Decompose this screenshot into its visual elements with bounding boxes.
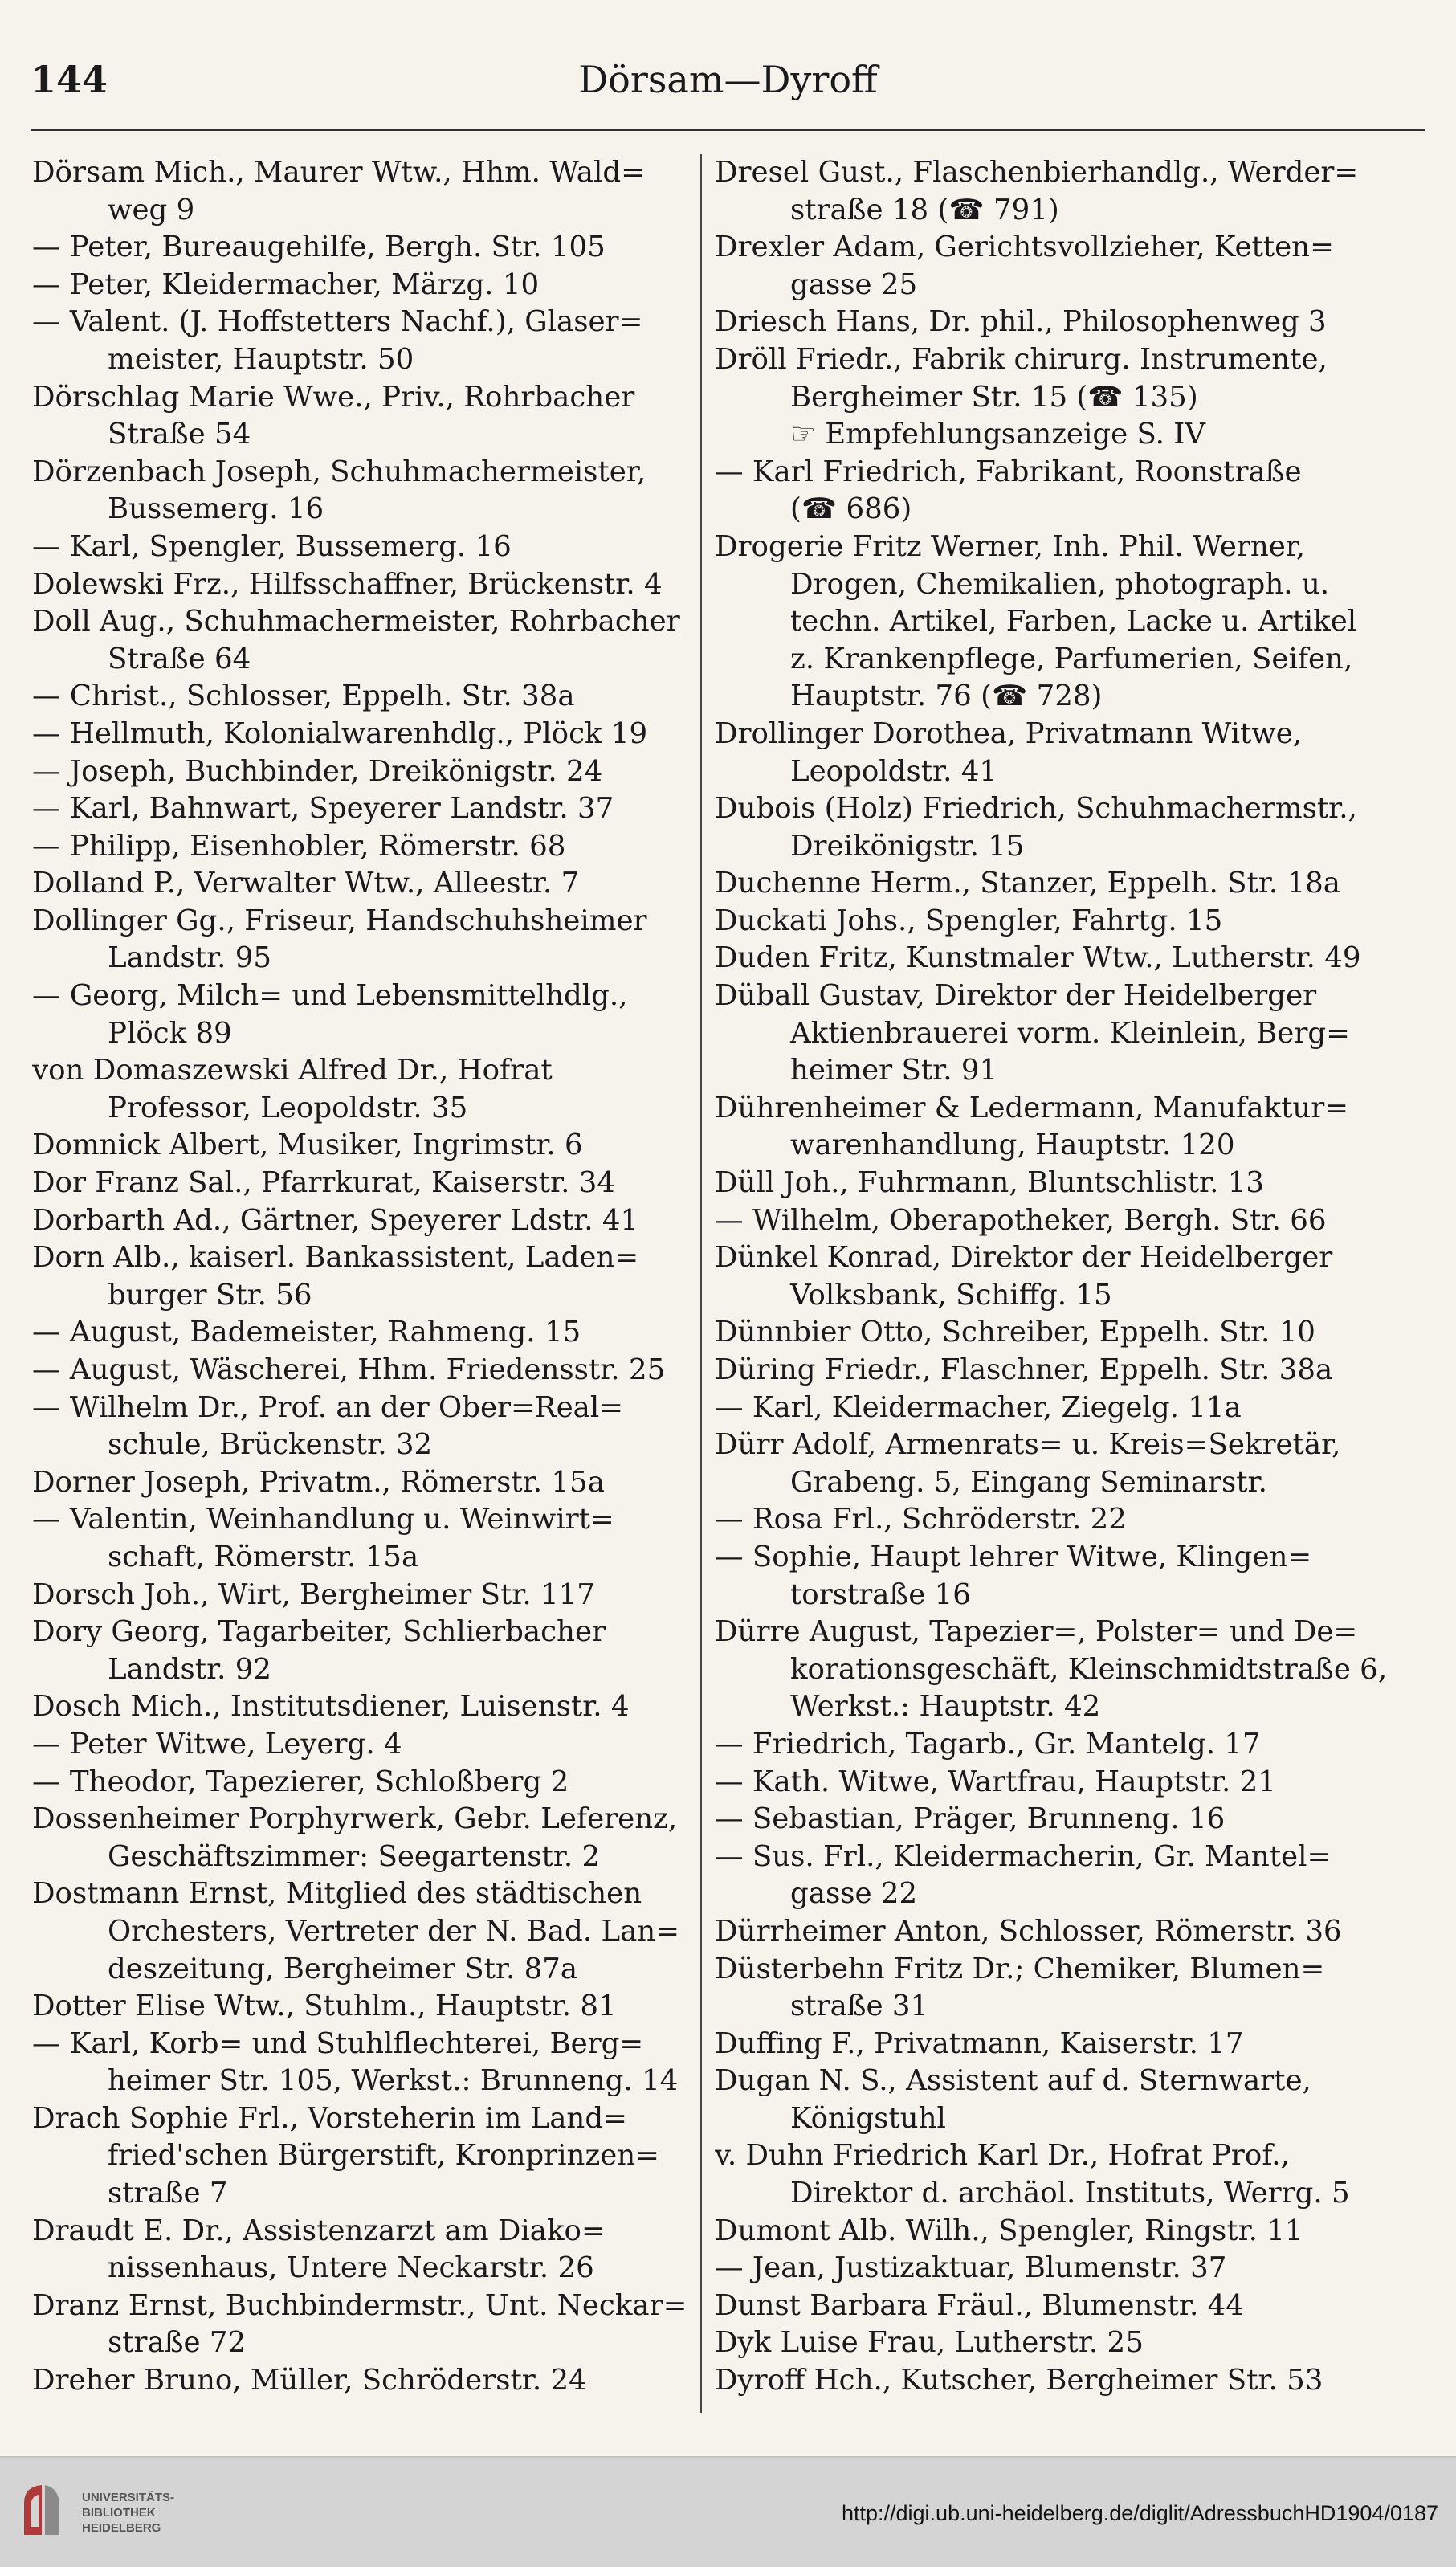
page-header	[31, 58, 1425, 114]
directory-entry-line: (☎ 686)	[790, 492, 912, 526]
directory-entry-line: — Rosa Frl., Schröderstr. 22	[715, 1503, 1127, 1537]
directory-entry-line: Dunst Barbara Fräul., Blumenstr. 44	[715, 2288, 1244, 2322]
directory-entry-line: Dosch Mich., Institutsdiener, Luisenstr. 4	[32, 1690, 630, 1724]
directory-entry-line: — Karl, Korb= und Stuhlflechterei, Berg=	[32, 2026, 644, 2060]
right-column	[715, 154, 1389, 2400]
running-head: Dörsam—Dyroff	[578, 58, 878, 101]
directory-entry-line: Dürr Adolf, Armenrats= u. Kreis=Sekretär,	[715, 1428, 1341, 1462]
directory-entry-line: Dorner Joseph, Privatm., Römerstr. 15a	[32, 1465, 605, 1499]
directory-entry-line: Straße 64	[108, 642, 251, 675]
directory-entry-line: Dostmann Ernst, Mitglied des städtischen	[32, 1877, 642, 1911]
directory-entry-line: Dyk Luise Frau, Lutherstr. 25	[715, 2326, 1144, 2360]
directory-entry-line: weg 9	[108, 193, 195, 226]
directory-entry-line: Domnick Albert, Musiker, Ingrimstr. 6	[32, 1128, 583, 1162]
page-number: 144	[31, 58, 108, 101]
directory-entry-line: Direktor d. archäol. Instituts, Werrg. 5	[790, 2177, 1350, 2210]
directory-entry-line: straße 18 (☎ 791)	[790, 193, 1059, 226]
directory-entry-line: Dorsch Joh., Wirt, Bergheimer Str. 117	[32, 1577, 595, 1611]
directory-entry-line: — Karl, Bahnwart, Speyerer Landstr. 37	[32, 792, 614, 826]
left-column	[32, 154, 707, 2400]
directory-entry-line: Dyroff Hch., Kutscher, Bergheimer Str. 53	[715, 2364, 1323, 2398]
directory-entry-line: warenhandlung, Hauptstr. 120	[790, 1128, 1235, 1162]
directory-entry-line: torstraße 16	[790, 1577, 971, 1611]
logo-line: UNIVERSITÄTS-	[82, 2491, 175, 2504]
directory-entry-line: Dünkel Konrad, Direktor der Heidelberger	[715, 1241, 1333, 1275]
directory-entry-line: nissenhaus, Untere Neckarstr. 26	[108, 2251, 594, 2285]
directory-entry-line: Leopoldstr. 41	[790, 754, 997, 788]
directory-entry-line: — Peter, Bureaugehilfe, Bergh. Str. 105	[32, 231, 606, 264]
directory-entry-line: — Wilhelm, Oberapotheker, Bergh. Str. 66	[715, 1203, 1327, 1237]
directory-entry-line: Grabeng. 5, Eingang Seminarstr.	[790, 1465, 1267, 1499]
directory-entry-line: Dolland P., Verwalter Wtw., Alleestr. 7	[32, 867, 580, 900]
directory-entry-line: Dorbarth Ad., Gärtner, Speyerer Ldstr. 41	[32, 1203, 639, 1237]
footer-bar	[0, 2456, 1456, 2567]
directory-entry-line: Geschäftszimmer: Seegartenstr. 2	[108, 1839, 601, 1873]
directory-entry-line: straße 31	[790, 1990, 929, 2023]
directory-entry-line: Volksbank, Schiffg. 15	[790, 1278, 1112, 1312]
directory-entry-line: Drollinger Dorothea, Privatmann Witwe,	[715, 716, 1303, 750]
directory-entry-line: — Hellmuth, Kolonialwarenhdlg., Plöck 19	[32, 716, 648, 750]
directory-entry-line: burger Str. 56	[108, 1278, 312, 1312]
directory-entry-line: — Christ., Schlosser, Eppelh. Str. 38a	[32, 680, 575, 713]
directory-entry-line: Driesch Hans, Dr. phil., Philosophenweg 3	[715, 305, 1327, 339]
directory-entry-line: Hauptstr. 76 (☎ 728)	[790, 680, 1103, 713]
directory-entry-line: Düball Gustav, Direktor der Heidelberger	[715, 979, 1317, 1013]
directory-entry-line: — Karl, Spengler, Bussemerg. 16	[32, 529, 512, 563]
directory-entry-line: — Valentin, Weinhandlung u. Weinwirt=	[32, 1503, 614, 1537]
directory-entry-line: — Peter Witwe, Leyerg. 4	[32, 1727, 402, 1761]
directory-entry-line: Dreher Bruno, Müller, Schröderstr. 24	[32, 2364, 587, 2398]
directory-entry-line: z. Krankenpflege, Parfumerien, Seifen,	[790, 642, 1353, 675]
directory-entry-line: straße 7	[108, 2177, 228, 2210]
directory-entry-line: — Kath. Witwe, Wartfrau, Hauptstr. 21	[715, 1765, 1276, 1798]
directory-entry-line: — August, Wäscherei, Hhm. Friedensstr. 25	[32, 1353, 666, 1386]
directory-entry-line: Dürrheimer Anton, Schlosser, Römerstr. 36	[715, 1914, 1342, 1948]
directory-entry-line: Draudt E. Dr., Assistenzarzt am Diako=	[32, 2214, 606, 2247]
directory-entry-line: Dörsam Mich., Maurer Wtw., Hhm. Wald=	[32, 156, 645, 189]
directory-entry-line: Straße 54	[108, 418, 251, 451]
directory-entry-line: — Karl, Kleidermacher, Ziegelg. 11a	[715, 1390, 1242, 1424]
directory-entry-line: Bussemerg. 16	[108, 492, 324, 526]
directory-entry-line: Düring Friedr., Flaschner, Eppelh. Str. 38a	[715, 1353, 1333, 1386]
directory-entry-line: — Sebastian, Präger, Brunneng. 16	[715, 1802, 1226, 1836]
directory-entry-line: Dugan N. S., Assistent auf d. Sternwarte,	[715, 2064, 1311, 2098]
directory-entry-line: Dürre August, Tapezier=, Polster= und De=	[715, 1615, 1358, 1649]
directory-entry-line: — Jean, Justizaktuar, Blumenstr. 37	[715, 2251, 1227, 2285]
source-url-link[interactable]: http://digi.ub.uni-heidelberg.de/diglit/AdressbuchHD1904/0187	[841, 2501, 1438, 2525]
column-divider	[700, 154, 702, 2413]
directory-entry-line: Plöck 89	[108, 1016, 232, 1050]
directory-entry-line: Professor, Leopoldstr. 35	[108, 1091, 468, 1124]
directory-entry-line: Duckati Johs., Spengler, Fahrtg. 15	[715, 904, 1223, 937]
directory-entry-line: — Valent. (J. Hoffstetters Nachf.), Glaser=	[32, 305, 643, 339]
directory-entry-line: Königstuhl	[790, 2101, 946, 2135]
directory-entry-line: Landstr. 92	[108, 1652, 272, 1686]
directory-entry-line: Duffing F., Privatmann, Kaiserstr. 17	[715, 2026, 1244, 2060]
directory-entry-line: Doll Aug., Schuhmachermeister, Rohrbacher	[32, 605, 680, 639]
directory-entry-line: Dubois (Holz) Friedrich, Schuhmachermstr.,	[715, 792, 1357, 826]
directory-entry-line: — Friedrich, Tagarb., Gr. Mantelg. 17	[715, 1727, 1261, 1761]
directory-entry-line: straße 72	[108, 2326, 247, 2360]
directory-entry-line: v. Duhn Friedrich Karl Dr., Hofrat Prof.,	[715, 2139, 1290, 2173]
directory-entry-line: Dumont Alb. Wilh., Spengler, Ringstr. 11	[715, 2214, 1303, 2247]
directory-entry-line: Dollinger Gg., Friseur, Handschuhsheimer	[32, 904, 647, 937]
directory-entry-line: Dresel Gust., Flaschenbierhandlg., Werder=	[715, 156, 1359, 189]
directory-entry-line: heimer Str. 105, Werkst.: Brunneng. 14	[108, 2064, 679, 2098]
directory-entry-line: meister, Hauptstr. 50	[108, 342, 414, 376]
directory-entry-line: Dörzenbach Joseph, Schuhmachermeister,	[32, 455, 646, 488]
directory-entry-line: Duden Fritz, Kunstmaler Wtw., Lutherstr. 49	[715, 941, 1361, 975]
directory-entry-line: deszeitung, Bergheimer Str. 87a	[108, 1952, 578, 1985]
directory-entry-line: Dührenheimer & Ledermann, Manufaktur=	[715, 1091, 1349, 1124]
directory-entry-line: Dranz Ernst, Buchbindermstr., Unt. Neckar=	[32, 2288, 687, 2322]
logo-line: HEIDELBERG	[82, 2521, 161, 2535]
directory-entry-line: Dröll Friedr., Fabrik chirurg. Instrumente,	[715, 342, 1328, 376]
directory-entry-line: Dreikönigstr. 15	[790, 829, 1025, 863]
directory-entry-line: — Wilhelm Dr., Prof. an der Ober=Real=	[32, 1390, 624, 1424]
directory-entry-line: Drogerie Fritz Werner, Inh. Phil. Werner,	[715, 529, 1306, 563]
directory-entry-line: — Joseph, Buchbinder, Dreikönigstr. 24	[32, 754, 603, 788]
directory-entry-line: — August, Bademeister, Rahmeng. 15	[32, 1316, 581, 1349]
directory-entry-line: Bergheimer Str. 15 (☎ 135)	[790, 380, 1198, 414]
directory-entry-line: — Philipp, Eisenhobler, Römerstr. 68	[32, 829, 566, 863]
directory-entry-line: Duchenne Herm., Stanzer, Eppelh. Str. 18a	[715, 867, 1340, 900]
directory-entry-line: heimer Str. 91	[790, 1054, 998, 1088]
directory-entry-line: Dory Georg, Tagarbeiter, Schlierbacher	[32, 1615, 606, 1649]
directory-entry-line: Dolewski Frz., Hilfsschaffner, Brückenstr. 4	[32, 567, 663, 601]
directory-entry-line: Dörschlag Marie Wwe., Priv., Rohrbacher	[32, 380, 635, 414]
directory-entry-line: — Sophie, Haupt lehrer Witwe, Klingen=	[715, 1540, 1312, 1573]
directory-entry-line: techn. Artikel, Farben, Lacke u. Artikel	[790, 605, 1357, 639]
directory-entry-line: Dotter Elise Wtw., Stuhlm., Hauptstr. 81	[32, 1990, 617, 2023]
directory-entry-line: Aktienbrauerei vorm. Kleinlein, Berg=	[790, 1016, 1350, 1050]
directory-entry-line: gasse 25	[790, 267, 918, 301]
directory-entry-line: gasse 22	[790, 1877, 918, 1911]
directory-entry-line: Drogen, Chemikalien, photograph. u.	[790, 567, 1330, 601]
directory-entry-line: — Karl Friedrich, Fabrikant, Roonstraße	[715, 455, 1302, 488]
directory-entry-line: Düll Joh., Fuhrmann, Bluntschlistr. 13	[715, 1166, 1264, 1200]
logo-line: BIBLIOTHEK	[82, 2506, 156, 2520]
directory-entry-line: — Peter, Kleidermacher, Märzg. 10	[32, 267, 540, 301]
directory-entry-line: Landstr. 95	[108, 941, 272, 975]
library-logo-icon	[18, 2479, 66, 2543]
directory-entry-line: fried'schen Bürgerstift, Kronprinzen=	[108, 2139, 659, 2173]
directory-entry-line: Drexler Adam, Gerichtsvollzieher, Ketten=	[715, 231, 1334, 264]
directory-entry-line: Düsterbehn Fritz Dr.; Chemiker, Blumen=	[715, 1952, 1325, 1985]
directory-entry-line: — Georg, Milch= und Lebensmittelhdlg.,	[32, 979, 628, 1013]
directory-entry-line: Drach Sophie Frl., Vorsteherin im Land=	[32, 2101, 627, 2135]
directory-entry-line: ☞ Empfehlungsanzeige S. IV	[790, 418, 1205, 451]
header-rule	[31, 129, 1425, 131]
directory-entry-line: — Theodor, Tapezierer, Schloßberg 2	[32, 1765, 569, 1798]
directory-entry-line: Dor Franz Sal., Pfarrkurat, Kaiserstr. 34	[32, 1166, 615, 1200]
directory-entry-line: schule, Brückenstr. 32	[108, 1428, 433, 1462]
directory-entry-line: schaft, Römerstr. 15a	[108, 1540, 419, 1573]
library-logo-text	[82, 2490, 174, 2536]
directory-entry-line: — Sus. Frl., Kleidermacherin, Gr. Mantel=	[715, 1839, 1332, 1873]
directory-entry-line: Dünnbier Otto, Schreiber, Eppelh. Str. 10	[715, 1316, 1315, 1349]
directory-entry-line: korationsgeschäft, Kleinschmidtstraße 6,	[790, 1652, 1388, 1686]
directory-entry-line: Dossenheimer Porphyrwerk, Gebr. Leferenz,	[32, 1802, 678, 1836]
directory-entry-line: von Domaszewski Alfred Dr., Hofrat	[32, 1054, 553, 1088]
directory-entry-line: Orchesters, Vertreter der N. Bad. Lan=	[108, 1914, 680, 1948]
directory-entry-line: Werkst.: Hauptstr. 42	[790, 1690, 1101, 1724]
directory-entry-line: Dorn Alb., kaiserl. Bankassistent, Laden=	[32, 1241, 639, 1275]
